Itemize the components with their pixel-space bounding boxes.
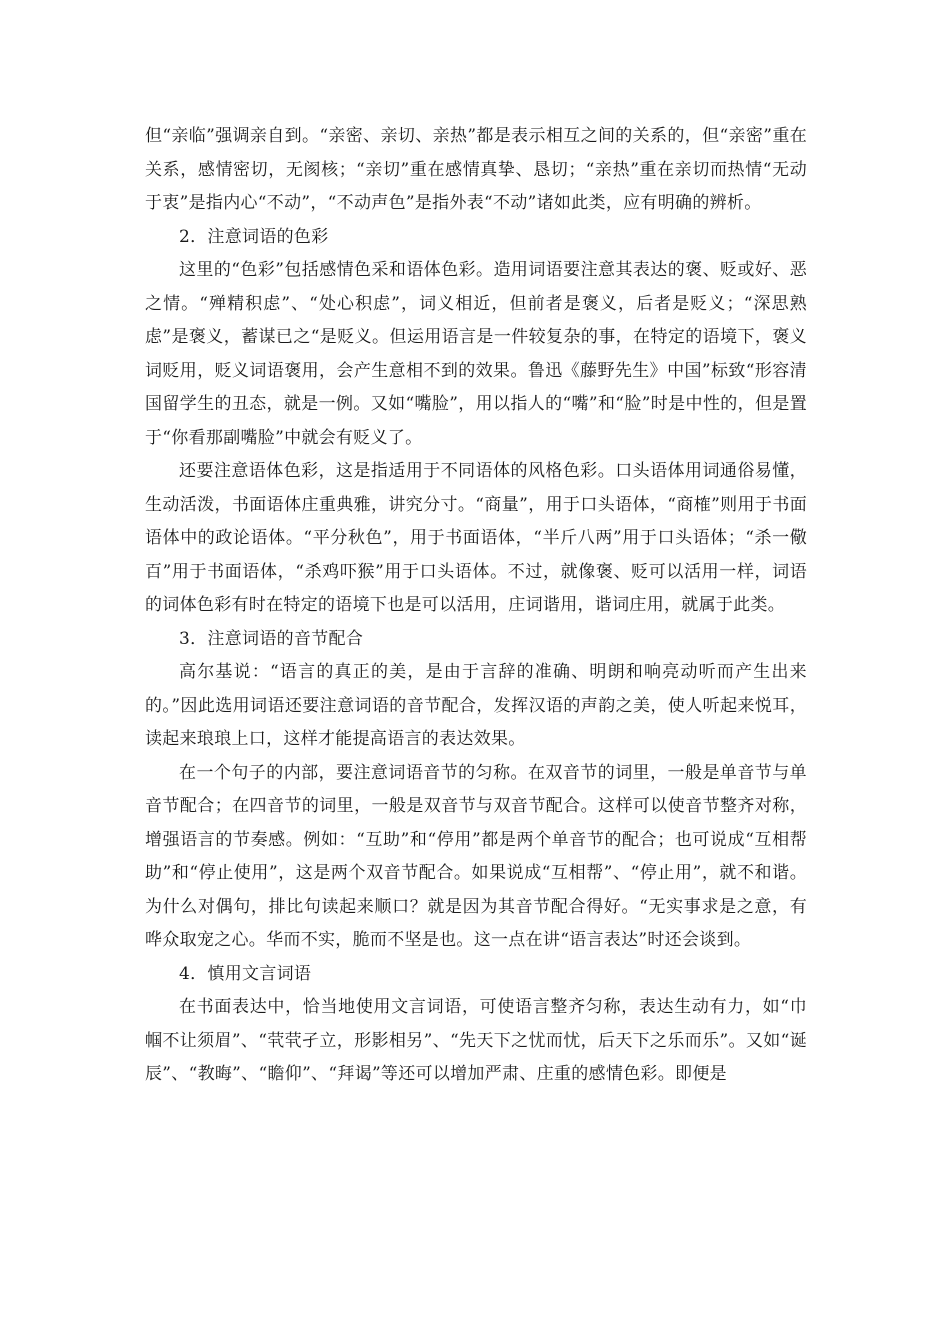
section-heading: 3．注意词语的音节配合: [179, 628, 364, 649]
section-heading: 2．注意词语的色彩: [179, 226, 329, 247]
paragraph: 还要注意语体色彩，这是指适用于不同语体的风格色彩。口头语体用词通俗易懂，生动活泼，书面语体庄重典雅，讲究分寸。“商量”，用于口头语体，“商榷”则用于书面语体中的政论语体。“平分秋色”，用于书面语体，“半斤八两”用于口头语体；“杀一儆百”用于书面语体，“杀鸡吓猴”用于口头语体。不过，就像褒、贬可以活用一样，词语的词体色彩有时在特定的语境下也是可以活用，庄词谐用，谐词庄用，就属于此类。: [145, 461, 807, 615]
paragraph: 在一个句子的内部，要注意词语音节的匀称。在双音节的词里，一般是单音节与单音节配合；在四音节的词里，一般是双音节与双音节配合。这样可以使音节整齐对称，增强语言的节奏感。例如：“互助”和“停用”都是两个单音节的配合；也可说成“互相帮助”和“停止使用”，这是两个双音节配合。如果说成“互相帮”、“停止用”，就不和谐。为什么对偶句，排比句读起来顺口？就是因为其音节配合得好。“无实事求是之意，有哗众取宠之心。华而不实，脆而不坚是也。这一点在讲“语言表达”时还会谈到。: [145, 762, 807, 950]
section-heading: 4．慎用文言词语: [179, 963, 312, 984]
paragraph: 但“亲临”强调亲自到。“亲密、亲切、亲热”都是表示相互之间的关系的，但“亲密”重在关系，感情密切，无阂核；“亲切”重在感情真挚、恳切；“亲热”重在亲切而热情“无动于衷”是指内心“不动”，“不动声色”是指外表“不动”诸如此类，应有明确的辨析。: [145, 126, 807, 213]
document-body: [145, 120, 807, 1092]
paragraph: 高尔基说：“语言的真正的美，是由于言辞的准确、明朗和响亮动听而产生出来的。”因此选用词语还要注意词语的音节配合，发挥汉语的声韵之美，使人听起来悦耳，读起来琅琅上口，这样才能提高语言的表达效果。: [145, 662, 807, 749]
paragraph: 这里的“色彩”包括感情色采和语体色彩。造用词语要注意其表达的褒、贬或好、恶之情。“殚精积虑”、“处心积虑”，词义相近，但前者是褒义，后者是贬义；“深思熟虑”是褒义，蓄谋已之“是贬义。但运用语言是一件较复杂的事，在特定的语境下，褒义词贬用，贬义词语褒用，会产生意相不到的效果。鲁迅《藤野先生》中国”标致“形容清国留学生的丑态，就是一例。又如“嘴脸”，用以指人的“嘴”和“脸”时是中性的，但是置于“你看那副嘴脸”中就会有贬义了。: [145, 260, 807, 448]
paragraph: 在书面表达中，恰当地使用文言词语，可使语言整齐匀称，表达生动有力，如“巾帼不让须眉”、“茕茕孑立，形影相另”、“先天下之忧而忧，后天下之乐而乐”。又如“诞辰”、“教晦”、“瞻仰”、“拜谒”等还可以增加严肃、庄重的感情色彩。即便是: [145, 997, 807, 1084]
